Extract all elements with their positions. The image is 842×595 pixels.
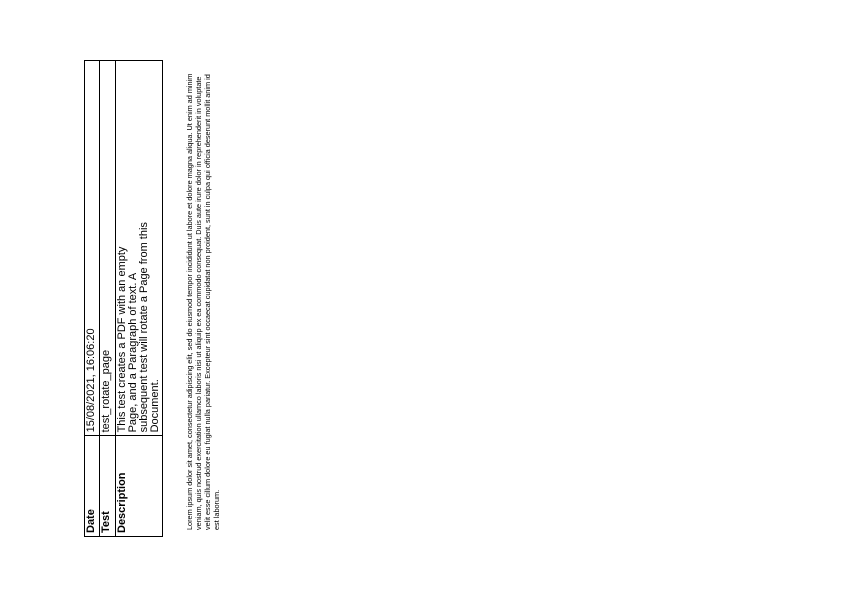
table-row-test — [100, 61, 116, 537]
test-info-table — [84, 60, 163, 537]
table-row-date — [85, 61, 100, 537]
lorem-ipsum-paragraph: Lorem ipsum dolor sit amet, consectetur adipiscing elit, sed do eiusmod tempor incididunt ut labore et dolore magna aliqua. Ut enim ad minim veniam, quis nostrud exercitation ullamco laboris nisi ut aliquip ex ea commodo consequat. Duis aute irure dolor in reprehenderit in voluptate velit esse cillum dolore eu fugiat nulla pariatur. Excepteur sint occaecat cupidatat non proident, sunt in culpa qui officia deserunt mollit anim id est laborum. — [185, 73, 222, 530]
date-value: 15/08/2021, 16:06:20 — [85, 61, 100, 436]
test-value: test_rotate_page — [100, 61, 116, 436]
description-label: Description — [116, 436, 163, 537]
rotated-page-content — [84, 57, 254, 537]
date-label: Date — [85, 436, 100, 537]
description-value: This test creates a PDF with an empty Page, and a Paragraph of text. A subsequent test will rotate a Page from this Document. — [116, 61, 163, 436]
test-label: Test — [100, 436, 116, 537]
table-row-description — [116, 61, 163, 537]
